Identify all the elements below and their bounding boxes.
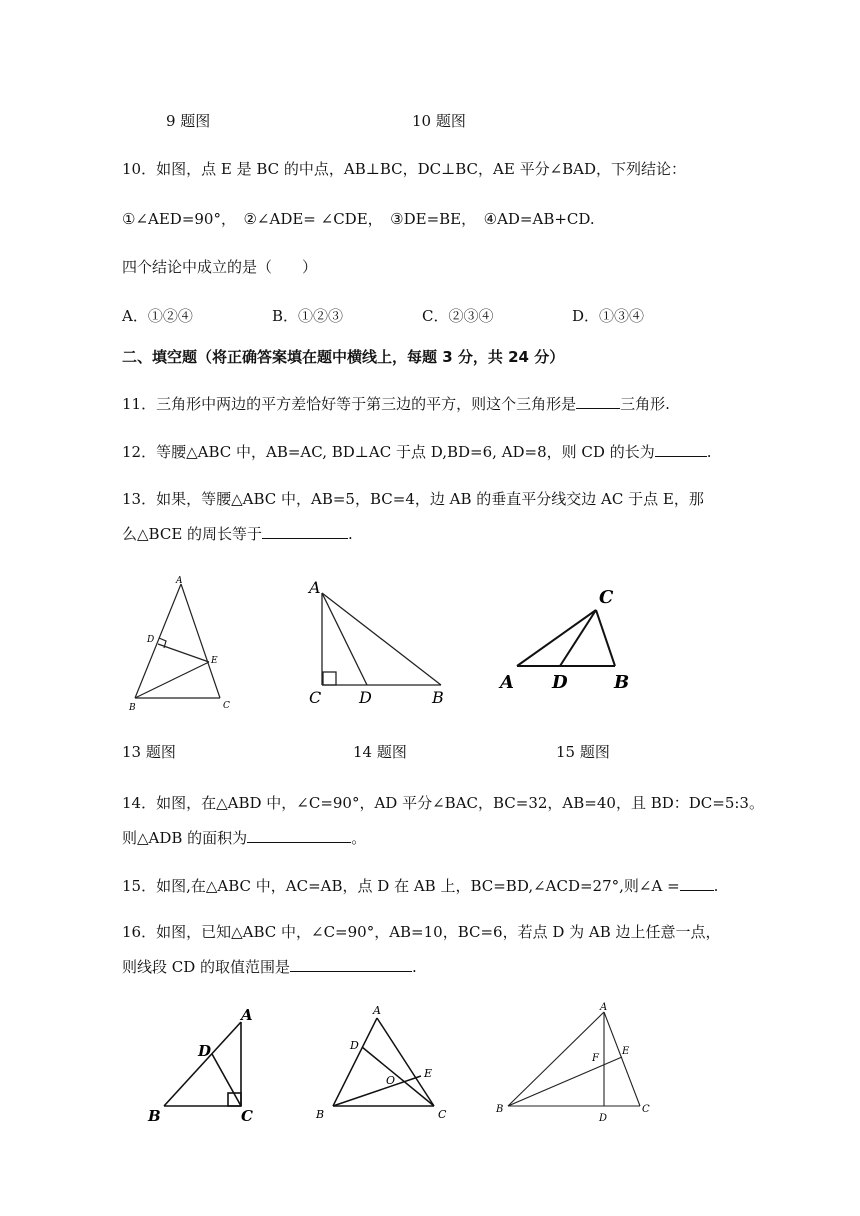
question-11-tail: 三角形. [620,395,670,413]
label-b: B [432,688,444,707]
question-15-tail: . [713,877,719,895]
label-a: A [373,1004,381,1017]
question-10-ask: 四个结论中成立的是（ ） [122,258,318,276]
label-d: D [198,1042,212,1060]
question-13-line-2 [122,522,353,545]
answer-blank[interactable] [262,522,348,539]
figure-14-caption: 14 题图 [353,743,407,761]
label-b: B [496,1104,504,1115]
question-12-tail: . [706,443,712,461]
question-14-text: 则△ADB 的面积为 [122,829,248,847]
option-c: C．②③④ [422,307,494,325]
question-13-tail: . [348,525,353,543]
question-15 [122,874,718,897]
figure-10-caption: 10 题图 [412,112,466,130]
label-b: B [129,703,136,713]
section-2-header: 二、填空题（将正确答案填在题中横线上，每题 3 分，共 24 分） [122,348,565,366]
question-10-conclusions: ①∠AED=90°， ②∠ADE= ∠CDE， ③DE=BE， ④AD=AB+CD. [122,210,595,228]
label-d: D [147,635,155,645]
answer-blank[interactable] [290,955,412,972]
question-14-tail: 。 [351,829,367,847]
figure-15-caption: 15 题图 [556,743,610,761]
label-a: A [176,576,183,586]
label-c: C [309,688,322,707]
label-a: A [309,578,321,597]
question-10-stem: 10．如图，点 E 是 BC 的中点，AB⊥BC，DC⊥BC，AE 平分∠BAD，下列结论： [122,160,687,178]
label-d: D [359,688,372,707]
figure-16-triangle [140,1000,270,1130]
figure-9-caption: 9 题图 [166,112,211,130]
label-c: C [438,1108,447,1121]
question-12 [122,440,712,463]
question-14-line-2 [122,826,366,849]
question-14-line-1: 14．如图，在△ABD 中，∠C=90°，AD 平分∠BAC，BC=32，AB=40，且 BD：DC=5:3。 [122,794,764,812]
question-12-text: 12．等腰△ABC 中，AB=AC, BD⊥AC 于点 D,BD=6, AD=8，则 CD 的长为 [122,443,655,461]
figure-17-triangle [310,1000,460,1130]
figure-15-triangle [495,578,645,698]
answer-blank[interactable] [576,392,620,409]
question-15-text: 15．如图,在△ABC 中，AC=AB，点 D 在 AB 上，BC=BD,∠ACD=27°,则∠A = [122,877,680,895]
label-c: C [642,1104,650,1115]
label-d: D [552,672,568,693]
answer-blank[interactable] [655,440,707,457]
option-b: B．①②③ [272,307,344,325]
question-11 [122,392,670,415]
label-a: A [600,1002,608,1013]
answer-blank[interactable] [247,826,351,843]
question-13-text: 么△BCE 的周长等于 [122,525,263,543]
label-b: B [614,672,630,693]
label-e: E [424,1067,433,1080]
question-11-text: 11．三角形中两边的平方差恰好等于第三边的平方，则这个三角形是 [122,395,577,413]
figure-18-triangle [490,1000,670,1130]
label-b: B [148,1107,161,1125]
option-a: A．①②④ [122,307,193,325]
label-e: E [211,656,218,666]
answer-blank[interactable] [680,874,714,891]
question-16-line-2 [122,955,417,978]
label-d: D [599,1113,608,1124]
label-c: C [223,701,230,711]
question-16-tail: . [412,958,417,976]
label-c: C [599,587,614,608]
label-c: C [241,1107,253,1125]
question-16-text: 则线段 CD 的取值范围是 [122,958,291,976]
question-16-line-1: 16．如图，已知△ABC 中，∠C=90°，AB=10，BC=6，若点 D 为 AB 边上任意一点， [122,923,721,941]
label-f: F [592,1053,599,1064]
figure-13-triangle [120,570,250,720]
label-d: D [350,1039,359,1052]
label-a: A [241,1006,253,1024]
label-b: B [316,1108,325,1121]
label-o: O [386,1074,396,1087]
option-d: D．①③④ [572,307,645,325]
question-13-line-1: 13．如果，等腰△ABC 中，AB=5，BC=4，边 AB 的垂直平分线交边 AC 于点 E，那 [122,490,704,508]
figure-14-triangle [300,575,460,710]
label-e: E [622,1046,630,1057]
figure-13-caption: 13 题图 [122,743,176,761]
label-a: A [500,672,514,693]
